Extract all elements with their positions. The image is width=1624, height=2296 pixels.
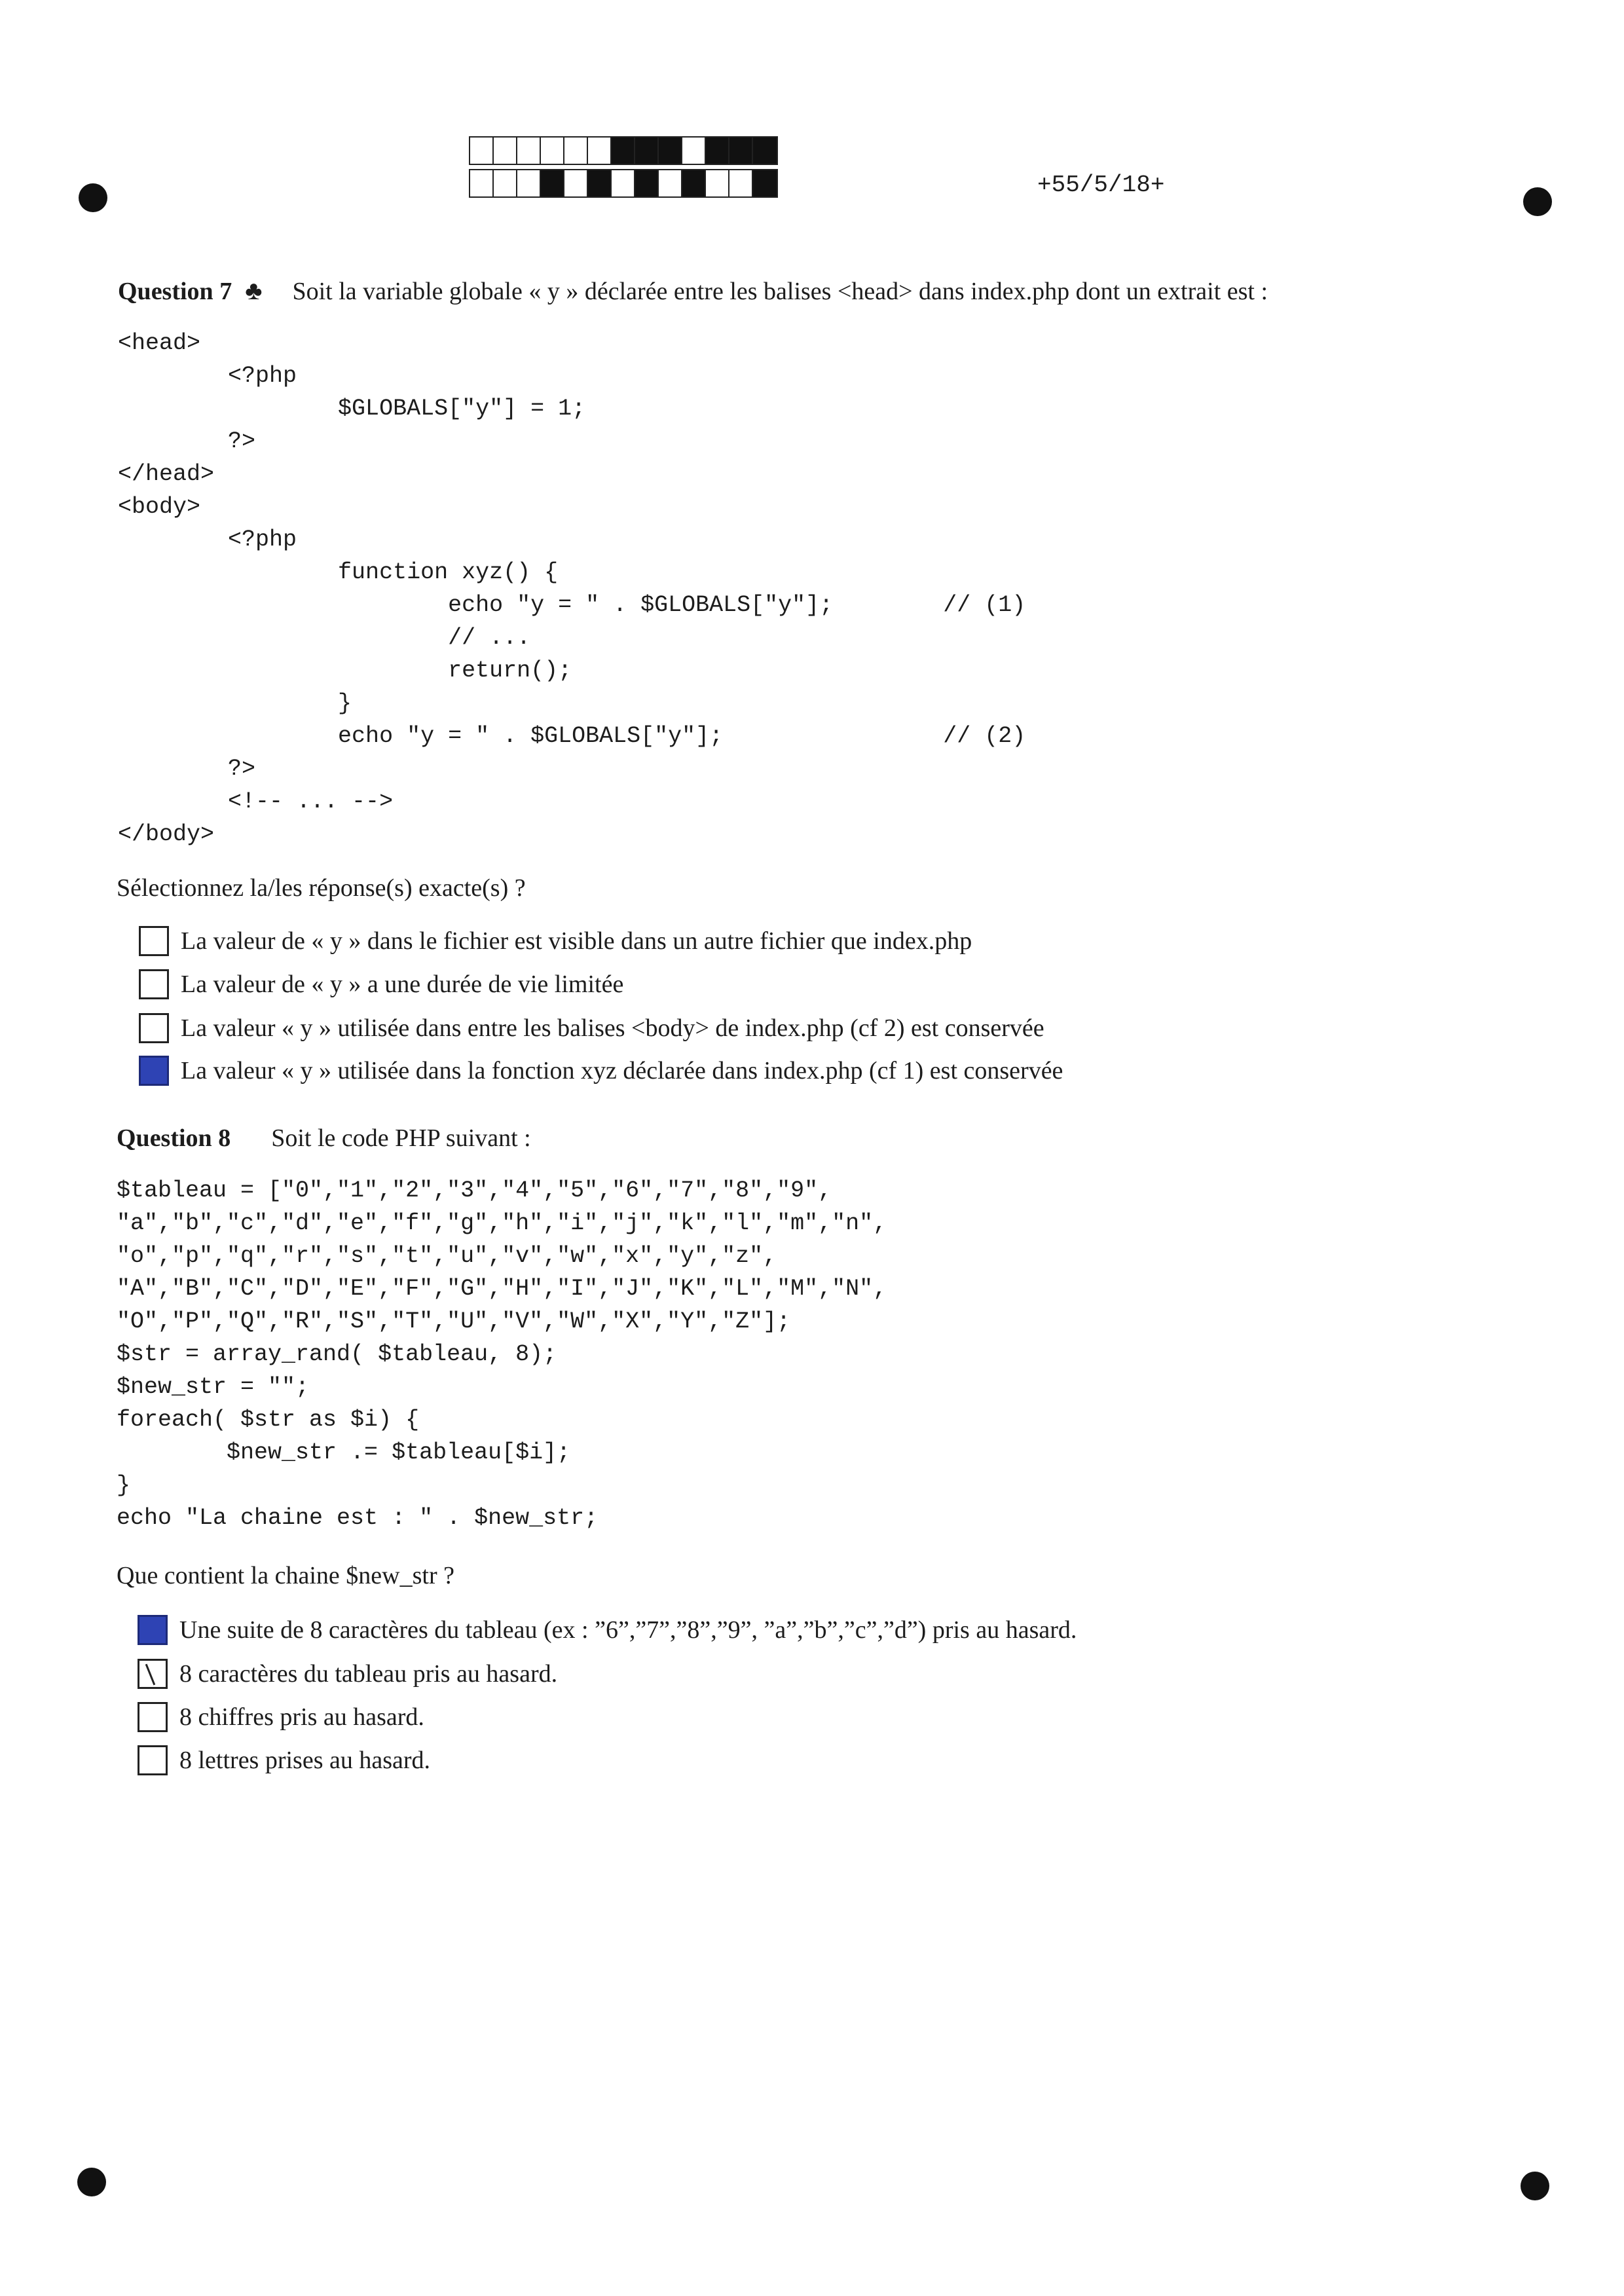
answer-option bbox=[138, 1702, 424, 1732]
barcode-cell bbox=[659, 138, 682, 164]
barcode-cell bbox=[706, 138, 729, 164]
barcode-cell bbox=[541, 138, 564, 164]
barcode-cell bbox=[753, 138, 777, 164]
slash-mark-icon bbox=[145, 1664, 156, 1686]
barcode-cell bbox=[494, 170, 517, 196]
answer-label: Une suite de 8 caractères du tableau (ex : ”6”,”7”,”8”,”9”, ”a”,”b”,”c”,”d”) pris au hasard. bbox=[179, 1616, 1077, 1644]
barcode-cell bbox=[470, 138, 494, 164]
barcode-cell bbox=[494, 138, 517, 164]
barcode-cell bbox=[612, 170, 635, 196]
barcode-row-1 bbox=[469, 136, 778, 165]
answer-label: 8 lettres prises au hasard. bbox=[179, 1747, 431, 1774]
barcode-cell bbox=[564, 170, 588, 196]
question-statement: Soit la variable globale « y » déclarée entre les balises <head> dans index.php dont un extrait est : bbox=[292, 278, 1268, 305]
barcode-row-2 bbox=[469, 169, 778, 198]
answer-option bbox=[139, 1056, 1063, 1086]
question-8-header bbox=[117, 1124, 531, 1153]
barcode-cell bbox=[635, 170, 659, 196]
answer-option bbox=[139, 1013, 1044, 1043]
answer-label: La valeur de « y » dans le fichier est visible dans un autre fichier que index.php bbox=[181, 927, 972, 955]
page-reference: +55/5/18+ bbox=[1037, 172, 1165, 198]
code-block: <head> <?php $GLOBALS["y"] = 1; ?> </head> <body> <?php function xyz() { echo "y = " . $GLOBALS["y"]; // (1) // ... return(); } echo "y = " . $GLOBALS["y"]; // (2) ?> <!-- ... --> </body> bbox=[118, 330, 1026, 847]
code-block: $tableau = ["0","1","2","3","4","5","6","7","8","9", "a","b","c","d","e","f","g","h","i","j","k","l","m","n", "o","p","q","r","s","t","u","v","w","x","y","z", "A","B","C","D","E","F","G","H","I","J","K","L","M","N", "O","P","Q","R","S","T","U","V","W","X","Y","Z"]; $str = array_rand( $tableau, 8); $new_str = ""; foreach( $str as $i) { $new_str .= $tableau[$i]; } echo "La chaine est : " . $new_str; bbox=[117, 1177, 887, 1531]
answer-label: 8 caractères du tableau pris au hasard. bbox=[179, 1660, 558, 1688]
barcode-cell bbox=[635, 138, 659, 164]
answer-option bbox=[139, 926, 972, 956]
answer-option bbox=[139, 969, 623, 999]
answer-option bbox=[138, 1745, 430, 1775]
answer-checkbox[interactable] bbox=[138, 1745, 168, 1775]
answer-label: La valeur « y » utilisée dans la fonction xyz déclarée dans index.php (cf 1) est conservée bbox=[181, 1057, 1063, 1084]
barcode-cell bbox=[729, 170, 753, 196]
barcode-cell bbox=[612, 138, 635, 164]
barcode-cell bbox=[517, 138, 541, 164]
barcode-cell bbox=[588, 138, 612, 164]
barcode-cell bbox=[682, 138, 706, 164]
answer-checkbox[interactable] bbox=[139, 969, 169, 999]
barcode-cell bbox=[682, 170, 706, 196]
barcode-cell bbox=[517, 170, 541, 196]
answer-checkbox[interactable] bbox=[139, 926, 169, 956]
corner-marker-bottom-left bbox=[77, 2168, 106, 2196]
club-icon: ♣ bbox=[245, 276, 263, 305]
question-prompt: Sélectionnez la/les réponse(s) exacte(s) ? bbox=[117, 874, 526, 902]
barcode-cell bbox=[659, 170, 682, 196]
answer-checkbox[interactable] bbox=[138, 1702, 168, 1732]
answer-checkbox[interactable] bbox=[138, 1659, 168, 1689]
barcode-cell bbox=[588, 170, 612, 196]
corner-marker-top-left bbox=[79, 183, 107, 212]
answer-checkbox[interactable] bbox=[139, 1013, 169, 1043]
question-7-header bbox=[118, 275, 1268, 306]
answer-label: 8 chiffres pris au hasard. bbox=[179, 1703, 424, 1731]
barcode-cell bbox=[729, 138, 753, 164]
barcode-cell bbox=[564, 138, 588, 164]
barcode-cell bbox=[706, 170, 729, 196]
answer-checkbox[interactable] bbox=[139, 1056, 169, 1086]
answer-option bbox=[138, 1615, 1077, 1645]
barcode-cell bbox=[541, 170, 564, 196]
barcode-cell bbox=[753, 170, 777, 196]
corner-marker-bottom-right bbox=[1521, 2172, 1549, 2200]
barcode-cell bbox=[470, 170, 494, 196]
question-number: Question 7 bbox=[118, 278, 232, 305]
answer-option bbox=[138, 1659, 557, 1689]
question-prompt: Que contient la chaine $new_str ? bbox=[117, 1562, 454, 1589]
answer-checkbox[interactable] bbox=[138, 1615, 168, 1645]
question-statement: Soit le code PHP suivant : bbox=[271, 1124, 531, 1152]
question-number: Question 8 bbox=[117, 1124, 231, 1152]
corner-marker-top-right bbox=[1523, 187, 1552, 216]
answer-label: La valeur de « y » a une durée de vie limitée bbox=[181, 971, 624, 998]
answer-label: La valeur « y » utilisée dans entre les balises <body> de index.php (cf 2) est conservée bbox=[181, 1014, 1044, 1042]
